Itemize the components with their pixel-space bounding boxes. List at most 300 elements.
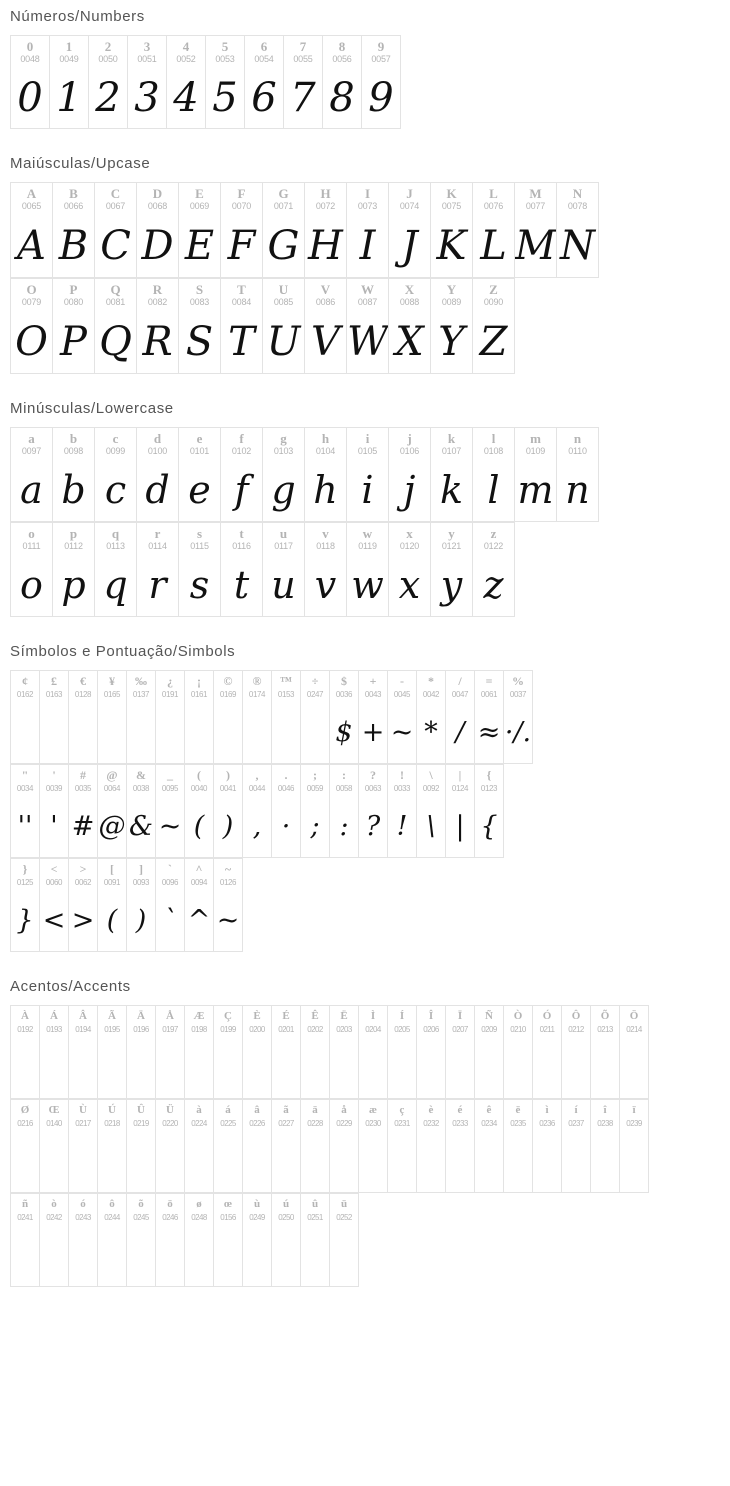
glyph-sample — [156, 1225, 184, 1286]
glyph-sample: H — [308, 222, 343, 269]
glyph-sample: ≈ — [477, 717, 501, 748]
glyph-cell[interactable] — [473, 523, 515, 617]
glyph-sample — [127, 702, 155, 763]
glyph-cell[interactable] — [53, 279, 95, 374]
glyph-header — [127, 1194, 155, 1225]
glyph-cell[interactable] — [243, 1006, 272, 1099]
glyph-sample: m — [517, 468, 554, 512]
glyph-cell[interactable] — [243, 1194, 272, 1287]
glyph-char-label: Ä — [137, 1010, 145, 1022]
glyph-cell[interactable] — [417, 1006, 446, 1099]
glyph-char-label: J — [406, 186, 413, 201]
glyph-cell[interactable] — [98, 859, 127, 952]
glyph-char-label: * — [428, 674, 434, 688]
glyph-char-label: ö — [167, 1198, 173, 1210]
glyph-cell[interactable] — [127, 1100, 156, 1193]
glyph-header — [305, 183, 346, 214]
glyph-cell[interactable] — [50, 36, 89, 129]
glyph-cell[interactable] — [431, 523, 473, 617]
glyph-code-label: 0040 — [190, 784, 208, 793]
glyph-cell[interactable] — [305, 183, 347, 278]
glyph-cell[interactable] — [305, 523, 347, 617]
glyph-cell[interactable] — [446, 671, 475, 764]
glyph-cell[interactable] — [388, 765, 417, 858]
glyph-sample: n — [565, 468, 590, 512]
glyph-char-label: I — [364, 186, 371, 201]
glyph-cell[interactable] — [214, 1006, 243, 1099]
glyph-cell[interactable] — [475, 1100, 504, 1193]
glyph-cell[interactable] — [388, 1100, 417, 1193]
glyph-sample: I — [359, 222, 376, 269]
glyph-header — [221, 428, 262, 459]
glyph-cell[interactable] — [446, 765, 475, 858]
glyph-char-label: Z — [489, 282, 498, 297]
glyph-header — [127, 671, 155, 702]
glyph-cell[interactable] — [301, 1194, 330, 1287]
glyph-cell[interactable] — [137, 428, 179, 522]
glyph-cell[interactable] — [504, 1006, 533, 1099]
glyph-cell[interactable] — [347, 428, 389, 522]
glyph-cell[interactable] — [69, 765, 98, 858]
glyph-cell[interactable] — [347, 523, 389, 617]
glyph-cell[interactable] — [330, 1006, 359, 1099]
glyph-sample: @ — [98, 811, 126, 842]
glyph-cell[interactable] — [557, 183, 599, 278]
glyph-code-label: 0093 — [132, 878, 150, 887]
glyph-char-label: Ç — [224, 1010, 232, 1022]
glyph-cell[interactable] — [95, 183, 137, 278]
glyph-cell[interactable] — [263, 428, 305, 522]
glyph-char-label: ® — [252, 674, 262, 688]
glyph-header — [40, 1100, 68, 1131]
glyph-cell[interactable] — [515, 183, 557, 278]
glyph-cell[interactable] — [323, 36, 362, 129]
glyph-cell[interactable] — [40, 1100, 69, 1193]
glyph-cell[interactable] — [206, 36, 245, 129]
glyph-code-label: 0125 — [16, 878, 34, 887]
glyph-header — [305, 428, 346, 459]
glyph-char-label: $ — [341, 674, 347, 688]
glyph-code-label: 0044 — [248, 784, 266, 793]
glyph-header — [473, 279, 514, 310]
glyph-cell[interactable] — [301, 1006, 330, 1099]
glyph-header — [53, 279, 94, 310]
glyph-cell[interactable] — [221, 428, 263, 522]
glyph-cell[interactable] — [533, 1100, 562, 1193]
glyph-cell[interactable] — [263, 523, 305, 617]
glyph-cell[interactable] — [98, 671, 127, 764]
glyph-sample: ` — [163, 905, 177, 936]
glyph-cell[interactable] — [156, 765, 185, 858]
glyph-cell[interactable] — [214, 1100, 243, 1193]
glyph-cell[interactable] — [431, 428, 473, 522]
glyph-code-label: 0088 — [399, 297, 420, 307]
glyph-cell[interactable] — [69, 1100, 98, 1193]
glyph-cell[interactable] — [40, 765, 69, 858]
glyph-code-label: 0037 — [509, 690, 527, 699]
glyph-cell[interactable] — [272, 671, 301, 764]
glyph-code-label: 0108 — [483, 446, 504, 456]
glyph-cell[interactable] — [330, 1100, 359, 1193]
glyph-cell[interactable] — [620, 1100, 649, 1193]
glyph-header — [243, 1100, 271, 1131]
glyph-header — [40, 765, 68, 796]
glyph-cell[interactable] — [53, 523, 95, 617]
glyph-char-label: F — [237, 186, 246, 201]
glyph-header — [11, 765, 39, 796]
glyph-code-label: 0225 — [220, 1119, 236, 1128]
glyph-header — [417, 765, 445, 796]
glyph-header — [263, 279, 304, 310]
glyph-cell[interactable] — [301, 671, 330, 764]
glyph-cell[interactable] — [475, 1006, 504, 1099]
glyph-code-label: 0220 — [162, 1119, 178, 1128]
glyph-rows — [0, 670, 730, 952]
glyph-cell[interactable] — [473, 428, 515, 522]
glyph-cell[interactable] — [475, 765, 504, 858]
glyph-header — [272, 1006, 300, 1037]
glyph-cell[interactable] — [156, 859, 185, 952]
glyph-cell[interactable] — [89, 36, 128, 129]
glyph-cell[interactable] — [40, 1194, 69, 1287]
glyph-cell[interactable] — [473, 183, 515, 278]
glyph-header — [504, 1006, 532, 1037]
glyph-sample: T — [228, 318, 255, 365]
glyph-cell[interactable] — [243, 765, 272, 858]
glyph-cell[interactable] — [301, 765, 330, 858]
glyph-cell[interactable] — [98, 765, 127, 858]
glyph-cell[interactable] — [40, 1006, 69, 1099]
glyph-cell[interactable] — [359, 765, 388, 858]
glyph-code-label: 0065 — [21, 201, 42, 211]
glyph-cell[interactable] — [330, 1194, 359, 1287]
glyph-cell[interactable] — [156, 671, 185, 764]
glyph-header — [11, 859, 39, 890]
glyph-cell[interactable] — [69, 859, 98, 952]
glyph-header — [221, 183, 262, 214]
glyph-sample — [533, 1037, 561, 1098]
glyph-sample — [533, 1131, 561, 1192]
glyph-header — [127, 765, 155, 796]
glyph-sample — [40, 702, 68, 763]
glyph-cell[interactable] — [11, 183, 53, 278]
glyph-char-label: ? — [370, 768, 376, 782]
glyph-cell[interactable] — [127, 765, 156, 858]
glyph-sample: ·/. — [504, 717, 532, 748]
glyph-cell[interactable] — [221, 183, 263, 278]
glyph-cell[interactable] — [137, 523, 179, 617]
glyph-code-label: 0212 — [568, 1025, 584, 1034]
glyph-cell[interactable] — [95, 279, 137, 374]
glyph-code-label: 0064 — [103, 784, 121, 793]
glyph-code-label: 0238 — [597, 1119, 613, 1128]
glyph-cell[interactable] — [562, 1006, 591, 1099]
glyph-header — [417, 1100, 445, 1131]
glyph-cell[interactable] — [305, 279, 347, 374]
glyph-cell[interactable] — [214, 765, 243, 858]
glyph-cell[interactable] — [562, 1100, 591, 1193]
glyph-header — [591, 1100, 619, 1131]
glyph-cell[interactable] — [156, 1194, 185, 1287]
glyph-code-label: 0252 — [336, 1213, 352, 1222]
glyph-char-label: g — [280, 431, 287, 446]
glyph-cell[interactable] — [591, 1006, 620, 1099]
glyph-char-label: . — [284, 768, 288, 782]
glyph-cell[interactable] — [389, 523, 431, 617]
glyph-char-label: ^ — [195, 862, 203, 876]
glyph-cell[interactable] — [127, 859, 156, 952]
glyph-cell[interactable] — [417, 671, 446, 764]
glyph-cell[interactable] — [185, 671, 214, 764]
glyph-header — [417, 671, 445, 702]
glyph-cell[interactable] — [95, 523, 137, 617]
glyph-cell[interactable] — [179, 279, 221, 374]
glyph-code-label: 0036 — [335, 690, 353, 699]
glyph-char-label: # — [80, 768, 86, 782]
glyph-sample: e — [188, 468, 211, 512]
glyph-sample: 0 — [17, 74, 43, 121]
glyph-cell[interactable] — [11, 1194, 40, 1287]
glyph-char-label: T — [237, 282, 246, 297]
glyph-cell[interactable] — [245, 36, 284, 129]
glyph-header — [69, 765, 97, 796]
glyph-cell[interactable] — [359, 1100, 388, 1193]
glyph-cell[interactable] — [185, 859, 214, 952]
glyph-code-label: 0249 — [249, 1213, 265, 1222]
glyph-sample — [417, 1037, 445, 1098]
glyph-cell[interactable] — [95, 428, 137, 522]
glyph-code-label: 0211 — [539, 1025, 555, 1034]
glyph-cell[interactable] — [179, 183, 221, 278]
glyph-cell[interactable] — [98, 1194, 127, 1287]
glyph-sample — [504, 1037, 532, 1098]
glyph-sample — [243, 1131, 271, 1192]
glyph-char-label: x — [406, 526, 413, 541]
glyph-sample: S — [185, 318, 214, 365]
glyph-code-label: 0100 — [147, 446, 168, 456]
glyph-code-label: 0162 — [16, 690, 34, 699]
glyph-cell[interactable] — [431, 279, 473, 374]
glyph-cell[interactable] — [214, 859, 243, 952]
glyph-cell[interactable] — [221, 523, 263, 617]
glyph-cell[interactable] — [475, 671, 504, 764]
glyph-cell[interactable] — [305, 428, 347, 522]
glyph-sample: ^ — [187, 905, 211, 936]
glyph-cell[interactable] — [11, 671, 40, 764]
glyph-cell[interactable] — [533, 1006, 562, 1099]
glyph-header — [156, 1100, 184, 1131]
glyph-cell[interactable] — [179, 428, 221, 522]
glyph-char-label: 7 — [299, 39, 307, 54]
glyph-cell[interactable] — [40, 859, 69, 952]
glyph-cell[interactable] — [98, 1100, 127, 1193]
glyph-cell[interactable] — [185, 765, 214, 858]
glyph-cell[interactable] — [214, 671, 243, 764]
glyph-char-label: < — [50, 862, 58, 876]
glyph-cell[interactable] — [221, 279, 263, 374]
glyph-code-label: 0242 — [46, 1213, 62, 1222]
glyph-cell[interactable] — [389, 279, 431, 374]
glyph-sample — [243, 1037, 271, 1098]
glyph-cell[interactable] — [185, 1194, 214, 1287]
glyph-cell[interactable] — [347, 279, 389, 374]
glyph-cell[interactable] — [127, 1006, 156, 1099]
glyph-cell[interactable] — [359, 671, 388, 764]
glyph-char-label: € — [80, 674, 86, 688]
glyph-cell[interactable] — [98, 1006, 127, 1099]
glyph-cell[interactable] — [591, 1100, 620, 1193]
glyph-sample: ( — [106, 905, 118, 936]
glyph-sample — [69, 1131, 97, 1192]
glyph-cell[interactable] — [243, 1100, 272, 1193]
glyph-code-label: 0107 — [441, 446, 462, 456]
glyph-cell[interactable] — [620, 1006, 649, 1099]
glyph-cell[interactable] — [388, 1006, 417, 1099]
glyph-cell[interactable] — [40, 671, 69, 764]
glyph-cell[interactable] — [388, 671, 417, 764]
glyph-code-label: 0165 — [103, 690, 121, 699]
glyph-char-label: ¥ — [109, 674, 115, 688]
glyph-cell[interactable] — [330, 765, 359, 858]
glyph-header — [245, 36, 283, 67]
glyph-char-label: ä — [312, 1104, 318, 1116]
glyph-cell[interactable] — [243, 671, 272, 764]
glyph-code-label: 0079 — [21, 297, 42, 307]
glyph-cell[interactable] — [11, 1006, 40, 1099]
glyph-row — [10, 278, 515, 374]
glyph-cell[interactable] — [127, 1194, 156, 1287]
glyph-code-label: 0251 — [307, 1213, 323, 1222]
glyph-cell[interactable] — [11, 428, 53, 522]
glyph-cell[interactable] — [214, 1194, 243, 1287]
glyph-cell[interactable] — [69, 1194, 98, 1287]
glyph-sample: h — [313, 468, 338, 512]
glyph-sample: J — [401, 222, 418, 269]
glyph-cell[interactable] — [504, 671, 533, 764]
glyph-header — [330, 765, 358, 796]
glyph-sample: } — [16, 905, 34, 936]
glyph-header — [11, 1100, 39, 1131]
glyph-code-label: 0234 — [481, 1119, 497, 1128]
glyph-header — [301, 1194, 329, 1225]
glyph-cell[interactable] — [11, 279, 53, 374]
glyph-cell[interactable] — [11, 523, 53, 617]
glyph-cell[interactable] — [347, 183, 389, 278]
glyph-cell[interactable] — [69, 671, 98, 764]
glyph-code-label: 0230 — [365, 1119, 381, 1128]
glyph-cell[interactable] — [389, 183, 431, 278]
glyph-sample: p — [61, 563, 86, 607]
glyph-header — [185, 1194, 213, 1225]
glyph-sample: F — [227, 222, 256, 269]
glyph-char-label: œ — [224, 1198, 232, 1210]
glyph-cell[interactable] — [137, 183, 179, 278]
glyph-cell[interactable] — [167, 36, 206, 129]
glyph-cell[interactable] — [156, 1100, 185, 1193]
glyph-cell[interactable] — [272, 765, 301, 858]
glyph-cell[interactable] — [53, 428, 95, 522]
glyph-header — [69, 1006, 97, 1037]
glyph-cell[interactable] — [473, 279, 515, 374]
glyph-sample — [301, 1037, 329, 1098]
glyph-cell[interactable] — [179, 523, 221, 617]
glyph-cell[interactable] — [515, 428, 557, 522]
glyph-header — [591, 1006, 619, 1037]
glyph-header — [431, 428, 472, 459]
glyph-cell[interactable] — [330, 671, 359, 764]
glyph-sample: c — [104, 468, 127, 512]
glyph-cell[interactable] — [263, 183, 305, 278]
glyph-header — [214, 765, 242, 796]
glyph-cell[interactable] — [504, 1100, 533, 1193]
glyph-cell[interactable] — [137, 279, 179, 374]
glyph-cell[interactable] — [11, 859, 40, 952]
glyph-cell[interactable] — [359, 1006, 388, 1099]
glyph-cell[interactable] — [156, 1006, 185, 1099]
glyph-cell[interactable] — [185, 1006, 214, 1099]
glyph-cell[interactable] — [11, 765, 40, 858]
glyph-cell[interactable] — [53, 183, 95, 278]
glyph-sample: { — [480, 811, 498, 842]
glyph-char-label: q — [111, 526, 120, 541]
glyph-cell[interactable] — [446, 1006, 475, 1099]
glyph-cell[interactable] — [389, 428, 431, 522]
glyph-row — [10, 1099, 649, 1193]
glyph-header — [214, 1194, 242, 1225]
glyph-cell[interactable] — [417, 1100, 446, 1193]
glyph-code-label: 0248 — [191, 1213, 207, 1222]
glyph-cell[interactable] — [557, 428, 599, 522]
glyph-cell[interactable] — [185, 1100, 214, 1193]
glyph-cell[interactable] — [69, 1006, 98, 1099]
glyph-char-label: ) — [226, 768, 230, 782]
glyph-header — [214, 1100, 242, 1131]
glyph-char-label: ô — [109, 1198, 115, 1210]
glyph-cell[interactable] — [417, 765, 446, 858]
glyph-code-label: 0191 — [161, 690, 179, 699]
glyph-cell[interactable] — [128, 36, 167, 129]
glyph-header — [504, 1100, 532, 1131]
glyph-code-label: 0232 — [423, 1119, 439, 1128]
glyph-cell[interactable] — [301, 1100, 330, 1193]
glyph-cell[interactable] — [263, 279, 305, 374]
glyph-cell[interactable] — [272, 1194, 301, 1287]
glyph-header — [431, 279, 472, 310]
glyph-section — [0, 400, 730, 617]
glyph-cell[interactable] — [284, 36, 323, 129]
glyph-row — [10, 670, 533, 764]
glyph-cell[interactable] — [11, 1100, 40, 1193]
glyph-header — [330, 1100, 358, 1131]
glyph-cell[interactable] — [362, 36, 401, 129]
glyph-code-label: 0237 — [568, 1119, 584, 1128]
glyph-cell[interactable] — [11, 36, 50, 129]
glyph-code-label: 0060 — [45, 878, 63, 887]
glyph-sample — [185, 1225, 213, 1286]
glyph-cell[interactable] — [431, 183, 473, 278]
glyph-char-label: í — [574, 1104, 578, 1116]
glyph-header — [359, 1006, 387, 1037]
glyph-code-label: 0047 — [451, 690, 469, 699]
glyph-cell[interactable] — [127, 671, 156, 764]
glyph-char-label: Ò — [513, 1010, 523, 1022]
glyph-cell[interactable] — [272, 1006, 301, 1099]
glyph-cell[interactable] — [272, 1100, 301, 1193]
glyph-char-label: B — [69, 186, 78, 201]
glyph-sample: P — [60, 318, 87, 365]
glyph-sample — [417, 1131, 445, 1192]
glyph-cell[interactable] — [446, 1100, 475, 1193]
